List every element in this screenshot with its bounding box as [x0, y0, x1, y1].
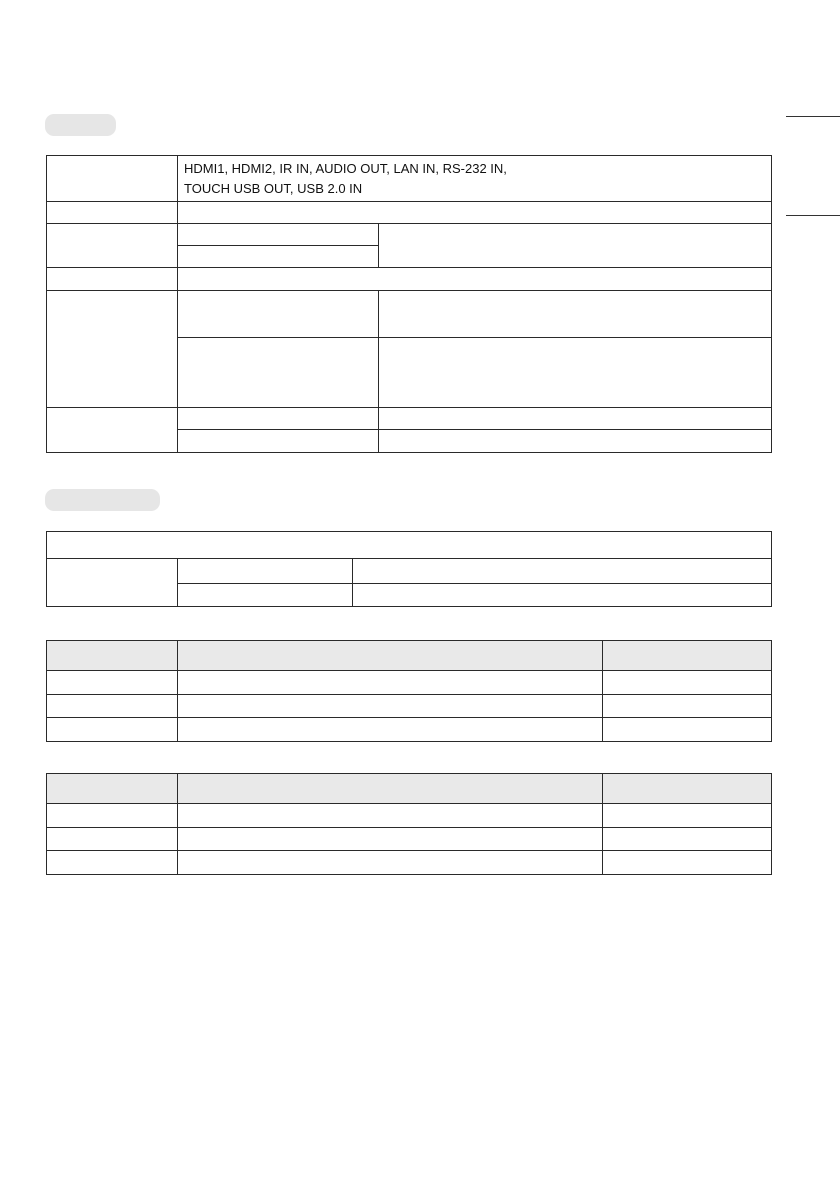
table-row: [47, 156, 772, 202]
table-row: [47, 559, 772, 584]
mode-table: [46, 531, 772, 607]
table-row: [47, 695, 772, 718]
resolution-table-2: [46, 773, 772, 875]
table-header-row: [47, 641, 772, 671]
spec-label-cell: [47, 156, 178, 202]
table-row: [47, 202, 772, 224]
ports-line-2: TOUCH USB OUT, USB 2.0 IN: [184, 180, 363, 196]
table-row: [47, 532, 772, 559]
table-row: [47, 408, 772, 430]
table-row: [47, 828, 772, 851]
side-rule-bottom: [786, 215, 840, 216]
ports-cell: [178, 156, 772, 202]
table-row: [47, 671, 772, 695]
table-row: [47, 804, 772, 828]
resolution-table-1: [46, 640, 772, 742]
table-row: [47, 268, 772, 291]
spec-table: [46, 155, 772, 453]
table-row: [47, 224, 772, 246]
side-rule-top: [786, 116, 840, 117]
table-row: [47, 291, 772, 338]
table-header-row: [47, 774, 772, 804]
section-heading-pill-1: [45, 114, 116, 136]
ports-line-1: HDMI1, HDMI2, IR IN, AUDIO OUT, LAN IN, RS-232 IN,: [184, 160, 507, 176]
table-row: [47, 851, 772, 875]
section-heading-pill-2: [45, 489, 160, 511]
table-row: [47, 718, 772, 742]
